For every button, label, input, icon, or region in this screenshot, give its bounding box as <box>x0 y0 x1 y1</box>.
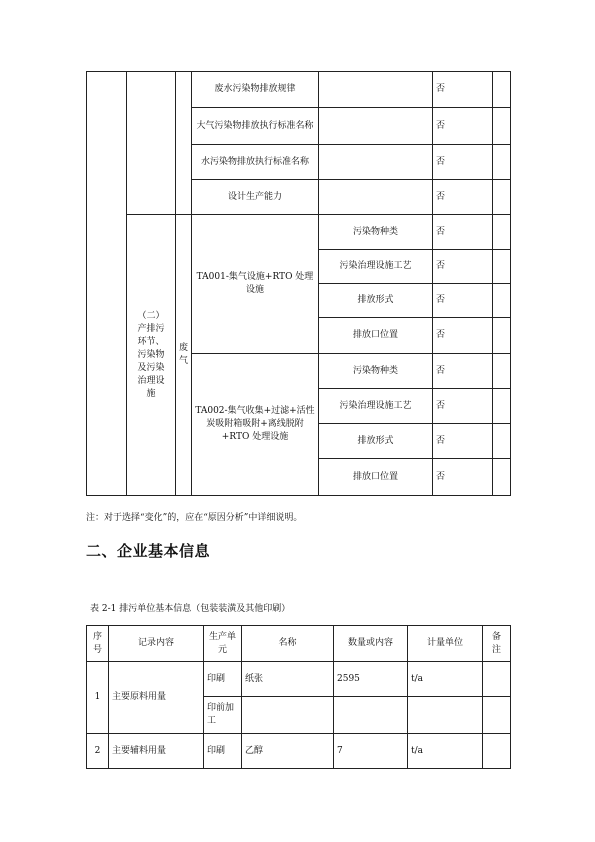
item-cell: 排放形式 <box>319 284 433 318</box>
section-cell <box>127 215 176 496</box>
value-cell: 否 <box>433 250 493 284</box>
section-line: 施 <box>146 388 156 399</box>
record-cell: 主要原料用量 <box>109 662 204 734</box>
item-cell: 废水污染物排放规律 <box>192 72 319 108</box>
category-char: 气 <box>179 356 189 366</box>
item-cell: 污染物种类 <box>319 215 433 250</box>
unit-cell: 印前加工 <box>204 697 242 734</box>
blank-cell <box>493 215 511 250</box>
value-cell: 否 <box>433 284 493 318</box>
value-cell: 否 <box>433 215 493 250</box>
blank-cell <box>319 108 433 145</box>
item-cell: 污染物种类 <box>319 354 433 389</box>
header-measure: 计量单位 <box>408 626 483 662</box>
header-record: 记录内容 <box>109 626 204 662</box>
header-unit: 生产单元 <box>204 626 242 662</box>
header-name: 名称 <box>242 626 334 662</box>
value-cell: 否 <box>433 354 493 389</box>
measure-cell: t/a <box>408 662 483 697</box>
seq-cell: 2 <box>87 734 109 769</box>
record-cell: 主要辅料用量 <box>109 734 204 769</box>
value-cell: 否 <box>433 389 493 424</box>
header-row <box>87 626 511 662</box>
remark-cell <box>483 662 511 697</box>
name-cell <box>242 697 334 734</box>
section-line: （二） <box>137 310 165 321</box>
item-cell: 排放形式 <box>319 424 433 459</box>
category-char: 废 <box>179 343 189 353</box>
section-line: 污染物 <box>137 349 165 360</box>
qty-cell: 2595 <box>334 662 408 697</box>
table-row <box>87 72 511 108</box>
blank-cell <box>493 354 511 389</box>
item-cell: 大气污染物排放执行标准名称 <box>192 108 319 145</box>
item-cell: 设计生产能力 <box>192 180 319 215</box>
blank-cell <box>493 318 511 354</box>
blank-cell <box>493 180 511 215</box>
blank-cell <box>319 180 433 215</box>
blank-cell <box>493 389 511 424</box>
blank-cell <box>176 72 192 215</box>
remark-cell <box>483 697 511 734</box>
change-table <box>86 71 511 496</box>
measure-cell: t/a <box>408 734 483 769</box>
section-line: 产排污 <box>137 323 165 334</box>
blank-cell <box>493 145 511 180</box>
value-cell: 否 <box>433 72 493 108</box>
value-cell: 否 <box>433 108 493 145</box>
blank-cell <box>493 250 511 284</box>
facility-cell: TA001-集气设施+RTO 处理设施 <box>192 215 319 354</box>
measure-cell <box>408 697 483 734</box>
section-line: 环节、 <box>137 336 165 347</box>
blank-cell <box>127 72 176 215</box>
item-cell: 水污染物排放执行标准名称 <box>192 145 319 180</box>
blank-cell <box>493 72 511 108</box>
value-cell: 否 <box>433 180 493 215</box>
name-cell: 乙醇 <box>242 734 334 769</box>
value-cell: 否 <box>433 459 493 496</box>
qty-cell: 7 <box>334 734 408 769</box>
header-seq: 序 号 <box>87 626 109 662</box>
unit-cell: 印刷 <box>204 734 242 769</box>
item-cell: 排放口位置 <box>319 459 433 496</box>
remark-cell <box>483 734 511 769</box>
table-row <box>87 215 511 250</box>
basic-info-table <box>86 625 511 769</box>
section-line: 及污染 <box>137 362 165 373</box>
facility-cell: TA002-集气收集+过滤+活性炭吸附箱吸附+离线脱附+RTO 处理设施 <box>192 354 319 496</box>
item-cell: 排放口位置 <box>319 318 433 354</box>
category-cell <box>176 215 192 496</box>
blank-cell <box>319 145 433 180</box>
table-caption: 表 2-1 排污单位基本信息（包装装潢及其他印刷） <box>90 604 291 614</box>
blank-cell <box>87 72 127 496</box>
header-qty: 数量或内容 <box>334 626 408 662</box>
item-cell: 污染治理设施工艺 <box>319 250 433 284</box>
blank-cell <box>493 424 511 459</box>
seq-cell: 1 <box>87 662 109 734</box>
header-remark: 备 注 <box>483 626 511 662</box>
item-cell: 污染治理设施工艺 <box>319 389 433 424</box>
name-cell: 纸张 <box>242 662 334 697</box>
unit-cell: 印刷 <box>204 662 242 697</box>
section-heading: 二、企业基本信息 <box>86 542 211 560</box>
section-line: 治理设 <box>137 375 165 386</box>
qty-cell <box>334 697 408 734</box>
value-cell: 否 <box>433 145 493 180</box>
value-cell: 否 <box>433 424 493 459</box>
value-cell: 否 <box>433 318 493 354</box>
table-row <box>87 662 511 697</box>
blank-cell <box>493 459 511 496</box>
blank-cell <box>493 284 511 318</box>
table-row <box>87 734 511 769</box>
table-note: 注：对于选择“变化”的，应在“原因分析”中详细说明。 <box>86 513 303 523</box>
blank-cell <box>493 108 511 145</box>
blank-cell <box>319 72 433 108</box>
